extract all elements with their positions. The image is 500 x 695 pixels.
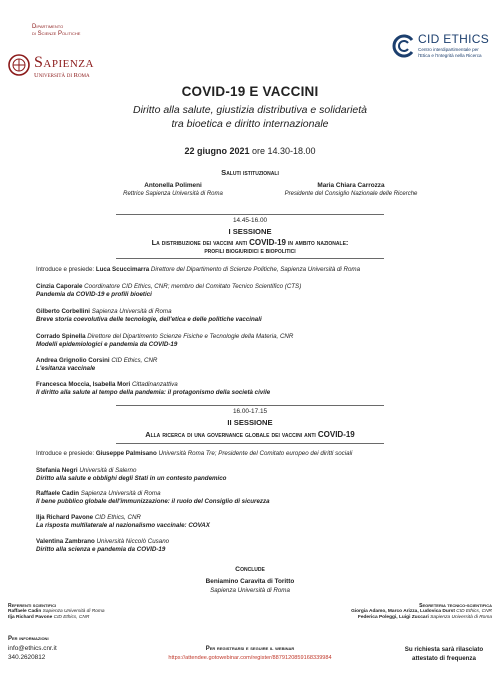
cid-ethics-subtitle <box>418 47 482 58</box>
saluti-left-role: Rettrice Sapienza Università di Roma <box>123 191 223 197</box>
session1-subtitle: profili biogiuridici e biopolitici <box>204 248 296 255</box>
conclude-name: Beniamino Caravita di Toritto <box>205 578 295 585</box>
talk-title: Diritto alla scienza e pandemia da COVID-19 <box>36 545 166 553</box>
talk-role: Università Niccolò Cusano <box>96 538 170 545</box>
conclude-heading: Conclude <box>235 566 265 573</box>
sapienza-wordmark: Sapienza <box>34 54 94 71</box>
talk-item <box>36 333 476 348</box>
saluti-left-name: Antonella Polimeni <box>144 182 202 189</box>
sapienza-subtitle: Università di Roma <box>34 72 90 79</box>
session2-intro-label: Introduce e presiede: <box>36 450 95 457</box>
sapienza-logo <box>6 10 136 90</box>
event-date-day: 22 giugno 2021 <box>184 146 250 156</box>
talk-title: Modelli epidemiologici e pandemia da COVID-19 <box>36 340 178 348</box>
attendance-line-1: Su richiesta sarà rilasciato <box>404 646 484 653</box>
contact-name: Raffaele Cadin <box>8 609 42 615</box>
saluti-heading: Saluti istituzionali <box>221 168 279 177</box>
talk-item <box>36 467 476 482</box>
talk-speaker: Ilja Richard Pavone <box>36 514 94 521</box>
saluti-right-name: Maria Chiara Carrozza <box>317 182 385 189</box>
cid-ethics-wordmark: CID ETHICS <box>418 32 490 46</box>
session2-time: 16.00-17.15 <box>232 408 268 415</box>
talk-speaker: Stefania Negri <box>36 467 78 474</box>
subtitle-line-2: tra bioetica e diritto internazionale <box>171 118 329 130</box>
session1-label: I SESSIONE <box>228 227 272 236</box>
talk-item <box>36 357 476 372</box>
session2-intro-role: Università Roma Tre; Presidente del Comitato europeo dei diritti sociali <box>158 450 353 457</box>
cid-ethics-sub-1: Centro interdipartimentale per <box>418 47 479 52</box>
secretariat-names: Federica Poleggi, Luigi Zuccari <box>357 615 429 621</box>
technical-secretariat <box>286 603 492 622</box>
session1-title-c: in ambito nazionale: <box>285 238 349 247</box>
talk-title: Il bene pubblico globale dell'immunizzazione: il ruolo del Consiglio di sicurezza <box>36 497 270 505</box>
talk-role: Cittadinanzattiva <box>131 381 178 388</box>
registration-link[interactable]: https://attendee.gotowebinar.com/register/8879120859168339984 <box>168 655 332 661</box>
department-line-2: di Scienze Politiche <box>32 31 81 37</box>
talk-speaker: Raffaele Cadin <box>36 490 79 497</box>
talk-speaker: Francesca Moccia, Isabella Mori <box>36 381 131 388</box>
contact-role: Sapienza Università di Roma <box>42 609 105 615</box>
session2-top-rule <box>116 405 384 406</box>
talk-speaker: Andrea Grignolio Corsini <box>36 357 110 364</box>
technical-secretariat-label: Segreteria tecnico-scientifica <box>419 603 492 609</box>
sapienza-seal-icon <box>8 52 30 78</box>
talk-item <box>36 490 476 505</box>
talk-item <box>36 308 476 323</box>
session1-title-b: COVID-19 <box>249 238 286 247</box>
talk-speaker: Cinzia Caporale <box>36 283 83 290</box>
talk-role: Sapienza Università di Roma <box>80 490 161 497</box>
session1-intro-name: Luca Scuccimarra <box>95 266 150 273</box>
contact-role: CID Ethics, CNR <box>53 615 90 621</box>
secretariat-role: Sapienza Università di Roma <box>430 615 492 621</box>
session1-intro-label: Introduce e presiede: <box>36 266 95 273</box>
info-label: Per informazioni <box>8 636 49 642</box>
subtitle-line-1: Diritto alla salute, giustizia distributiva e solidarietà <box>132 104 368 116</box>
registration-block <box>130 645 370 663</box>
cid-ethics-sub-2: l'Etica e l'Integrità nella Ricerca <box>418 52 482 58</box>
talk-role: Università di Salerno <box>79 467 137 474</box>
session2-intro-name: Giuseppe Palmisano <box>95 450 157 457</box>
session1-top-rule <box>116 214 384 215</box>
talk-speaker: Gilberto Corbellini <box>36 308 90 315</box>
department-name <box>32 24 80 38</box>
talk-title: Diritto alla salute e obblighi degli Stati in un contesto pandemico <box>36 474 227 482</box>
session1-bottom-rule <box>116 258 384 259</box>
talk-speaker: Corrado Spinella <box>36 333 86 340</box>
registration-label: Per registrarsi e seguire il webinar <box>205 646 295 652</box>
session2-label: II SESSIONE <box>227 418 273 427</box>
secretariat-names: Giorgia Adamo, Marco Arizza, Ludovica Durst <box>351 609 455 615</box>
talk-role: CID Ethics, CNR <box>94 514 141 521</box>
info-phone: 340.2620812 <box>8 654 46 661</box>
session1-time: 14.45-16.00 <box>232 217 268 224</box>
scientific-contacts-label: Referenti scientifici <box>8 603 57 609</box>
cid-ethics-mark-icon <box>392 34 416 58</box>
talk-title: La risposta multilaterale al nazionalismo vaccinale: COVAX <box>36 521 210 529</box>
talk-title: Breve storia coevolutiva delle tecnologie, dell'etica e delle politiche vaccinali <box>36 315 262 323</box>
talk-item <box>36 538 476 553</box>
talk-speaker: Valentina Zambrano <box>36 538 95 545</box>
session2-title <box>0 430 500 439</box>
talk-title: Pandemia da COVID-19 e profili bioetici <box>36 290 152 298</box>
session2-title-b: COVID-19 <box>317 430 355 439</box>
talk-role: Direttore del Dipartimento Scienze Fisiche e Tecnologie della Materia, CNR <box>87 333 294 340</box>
talk-item <box>36 283 476 298</box>
cid-ethics-logo <box>392 28 496 68</box>
talk-item <box>36 514 476 529</box>
saluti-right <box>256 182 446 197</box>
contact-name: Ilja Richard Pavone <box>8 615 53 621</box>
talk-title: L'esitanza vaccinale <box>36 364 96 372</box>
attendance-line-2: attestato di frequenza <box>412 655 476 662</box>
department-line-1: Dipartimento <box>32 24 64 30</box>
event-time: ore 14.30-18.00 <box>251 146 316 156</box>
page-title: COVID-19 E VACCINI <box>181 84 319 99</box>
session2-intro <box>36 450 476 458</box>
talk-role: CID Ethics, CNR <box>111 357 158 364</box>
saluti-right-role: Presidente del Consiglio Nazionale delle Ricerche <box>284 191 418 197</box>
talk-role: Coordinatore CID Ethics, CNR; membro del Comitato Tecnico Scientifico (CTS) <box>84 283 302 290</box>
session2-bottom-rule <box>116 443 384 444</box>
info-block <box>8 635 57 662</box>
conclude-role: Sapienza Università di Roma <box>210 587 290 594</box>
session2-title-a: Alla ricerca di una governance globale dei vaccini anti <box>145 430 318 439</box>
session1-intro-role: Direttore del Dipartimento di Scienze Politiche, Sapienza Università di Roma <box>150 266 361 273</box>
event-date <box>0 146 500 156</box>
session1-title <box>0 238 500 247</box>
session1-intro <box>36 266 476 274</box>
saluti-left <box>98 182 248 197</box>
info-email-link[interactable]: info@ethics.cnr.it <box>8 645 57 652</box>
talk-item <box>36 381 476 396</box>
secretariat-role: CID Ethics, CNR <box>456 609 492 615</box>
attendance-note <box>394 645 494 663</box>
talk-title: Il diritto alla salute al tempo della pandemia: il protagonismo della società civile <box>36 388 271 396</box>
session1-title-a: La distribuzione dei vaccini anti <box>151 238 250 247</box>
scientific-contacts <box>8 603 105 622</box>
talk-role: Sapienza Università di Roma <box>91 308 172 315</box>
